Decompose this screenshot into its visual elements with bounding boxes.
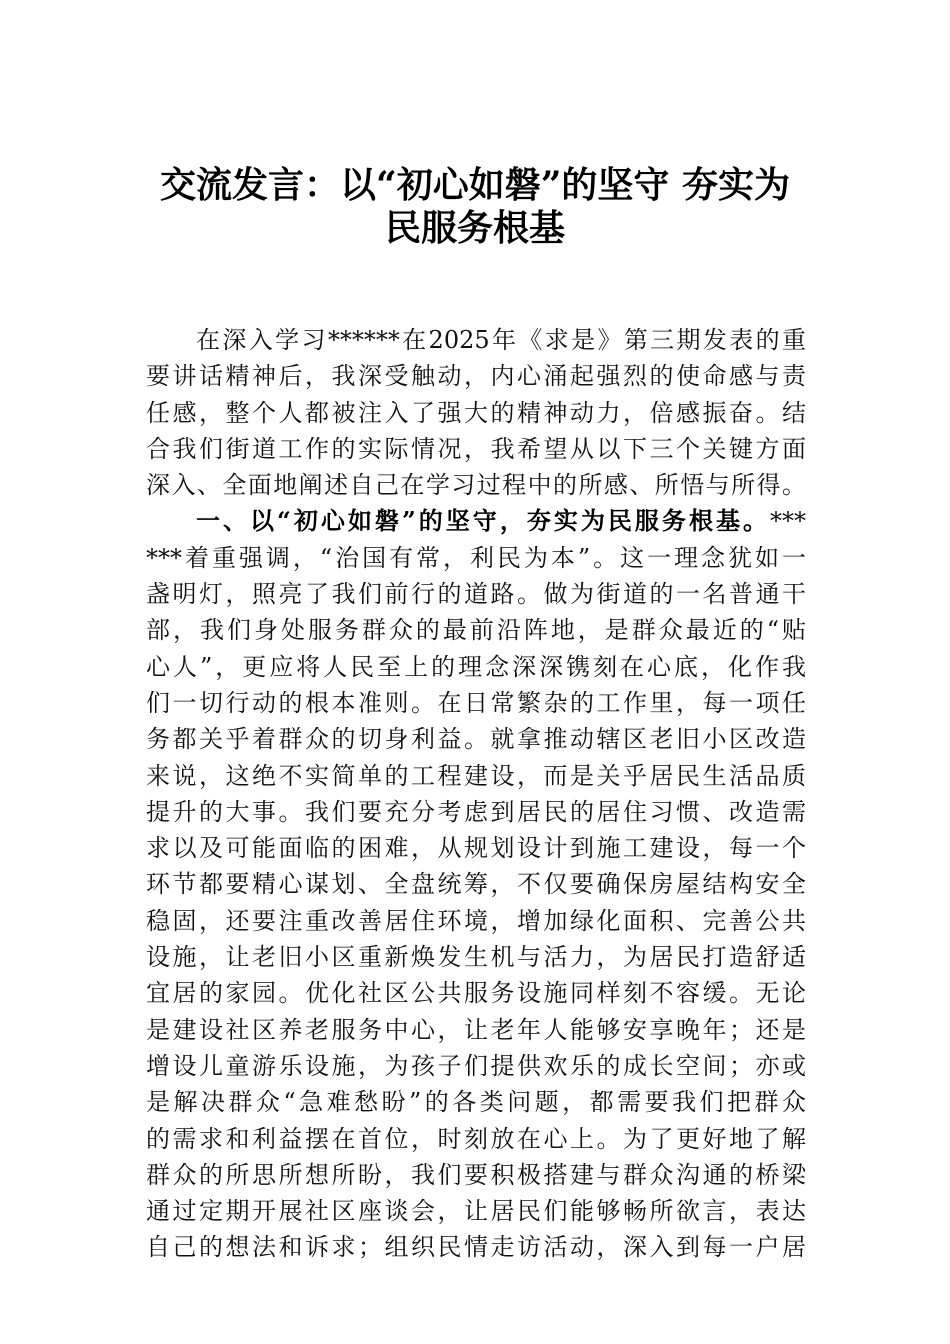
section-heading-1-tail: *** (770, 507, 806, 536)
body-line: 部，我们身处服务群众的最前沿阵地，是群众最近的“贴 (146, 616, 806, 645)
body-line: 设施，让老旧小区重新焕发生机与活力，为居民打造舒适 (146, 943, 806, 972)
body-line: 群众的所思所想所盼，我们要积极搭建与群众沟通的桥梁 (146, 1160, 806, 1189)
body-line: 自己的想法和诉求；组织民情走访活动，深入到每一户居 (146, 1233, 806, 1262)
body-line: 是解决群众“急难愁盼”的各类问题，都需要我们把群众 (146, 1088, 806, 1117)
body-line: 稳固，还要注重改善居住环境，增加绿化面积、完善公共 (146, 906, 806, 935)
body-line: 要讲话精神后，我深受触动，内心涌起强烈的使命感与责 (146, 362, 806, 391)
body-line: 增设儿童游乐设施，为孩子们提供欢乐的成长空间；亦或 (146, 1051, 806, 1080)
body-line: 环节都要精心谋划、全盘统筹，不仅要确保房屋结构安全 (146, 870, 806, 899)
body-line: 深入、全面地阐述自己在学习过程中的所感、所悟与所得。 (146, 471, 806, 500)
body-line: 盏明灯，照亮了我们前行的道路。做为街道的一名普通干 (146, 580, 806, 609)
body-line: 通过定期开展社区座谈会，让居民们能够畅所欲言，表达 (146, 1197, 806, 1226)
document-title-line-2: 民服务根基 (384, 207, 565, 249)
document-title-line-1: 交流发言：以“初心如磐”的坚守 夯实为 (160, 164, 790, 206)
body-line: ***着重强调，“治国有常，利民为本”。这一理念犹如一 (146, 543, 806, 572)
body-line: 提升的大事。我们要充分考虑到居民的居住习惯、改造需 (146, 797, 806, 826)
body-line: 务都关乎着群众的切身利益。就拿推动辖区老旧小区改造 (146, 725, 806, 754)
body-line: 求以及可能面临的困难，从规划设计到施工建设，每一个 (146, 834, 806, 863)
body-line: 的需求和利益摆在首位，时刻放在心上。为了更好地了解 (146, 1124, 806, 1153)
document-body (146, 322, 806, 1266)
body-line: 是建设社区养老服务中心，让老年人能够安享晚年；还是 (146, 1015, 806, 1044)
body-line: 在深入学习******在2025年《求是》第三期发表的重 (196, 326, 806, 354)
section-heading-1: 一、以“初心如磐”的坚守，夯实为民服务根基。 (196, 506, 770, 536)
body-line: 来说，这绝不实简单的工程建设，而是关乎居民生活品质 (146, 761, 806, 790)
body-line: 心人”，更应将人民至上的理念深深镌刻在心底，化作我 (146, 652, 806, 681)
body-line: 们一切行动的根本准则。在日常繁杂的工作里，每一项任 (146, 688, 806, 717)
section-heading-line (146, 503, 806, 539)
body-line: 合我们街道工作的实际情况，我希望从以下三个关键方面 (146, 434, 806, 463)
body-line: 任感，整个人都被注入了强大的精神动力，倍感振奋。结 (146, 398, 806, 427)
body-line: 宜居的家园。优化社区公共服务设施同样刻不容缓。无论 (146, 979, 806, 1008)
